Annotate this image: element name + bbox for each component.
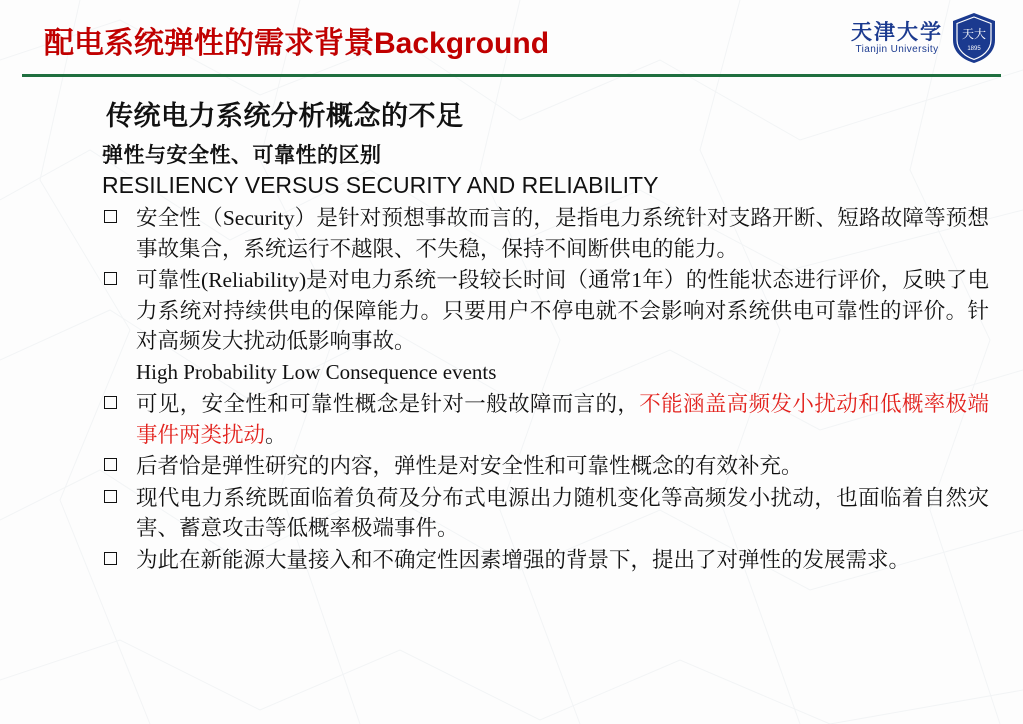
list-item-text: 现代电力系统既面临着负荷及分布式电源出力随机变化等高频发小扰动，也面临着自然灾害、蓄意攻击等低概率极端事件。 <box>136 485 989 541</box>
svg-text:天大: 天大 <box>961 27 987 41</box>
square-bullet-icon <box>104 552 117 565</box>
list-item <box>102 451 989 482</box>
list-item-text: 安全性（Security）是针对预想事故而言的，是指电力系统针对支路开断、短路故障等预想事故集合，系统运行不越限、不失稳，保持不间断供电的能力。 <box>136 206 989 261</box>
slide-content <box>0 80 1023 724</box>
logo-name-cn: 天津大学 <box>851 20 943 45</box>
square-bullet-icon <box>104 458 117 471</box>
bullet-list <box>34 203 989 575</box>
list-item-text: High Probability Low Consequence events <box>136 359 497 384</box>
square-bullet-icon <box>104 272 117 285</box>
square-bullet-icon <box>104 490 117 503</box>
university-crest-icon <box>951 12 997 64</box>
subtitle-cn: 弹性与安全性、可靠性的区别 <box>102 142 382 167</box>
logo-name-en: Tianjin University <box>855 43 939 55</box>
slide-header <box>0 0 1023 78</box>
svg-text:1895: 1895 <box>967 46 981 52</box>
list-item <box>102 265 989 357</box>
list-item <box>102 389 989 450</box>
list-item-note <box>102 358 989 388</box>
subtitle-en: RESILIENCY VERSUS SECURITY AND RELIABILITY <box>102 172 659 198</box>
university-logo <box>851 12 997 64</box>
page-title: 配电系统弹性的需求背景Background <box>44 27 550 60</box>
list-item-text: 为此在新能源大量接入和不确定性因素增强的背景下，提出了对弹性的发展需求。 <box>136 547 911 572</box>
list-item-text-highlight: 不能涵盖高频发小扰动和低概率极端事件两类扰动 <box>136 392 989 447</box>
square-bullet-icon <box>104 210 117 223</box>
list-item <box>102 483 989 544</box>
list-item-text: 可靠性(Reliability)是对电力系统一段较长时间（通常1年）的性能状态进行评价，反映了电力系统对持续供电的保障能力。只要用户不停电就不会影响对系统供电可靠性的评价。针对高频发大扰动低影响事故。 <box>136 268 989 354</box>
list-item-text-part-1: 可见，安全性和可靠性概念是针对一般故障而言的， <box>136 392 640 417</box>
list-item <box>102 203 989 264</box>
list-item-text-part-3: 。 <box>265 422 287 447</box>
section-title: 传统电力系统分析概念的不足 <box>106 101 464 132</box>
logo-text <box>851 21 943 54</box>
list-item-text: 后者恰是弹性研究的内容，弹性是对安全性和可靠性概念的有效补充。 <box>136 454 803 479</box>
square-bullet-icon <box>104 396 117 409</box>
header-divider <box>22 74 1001 77</box>
list-item <box>102 545 989 576</box>
